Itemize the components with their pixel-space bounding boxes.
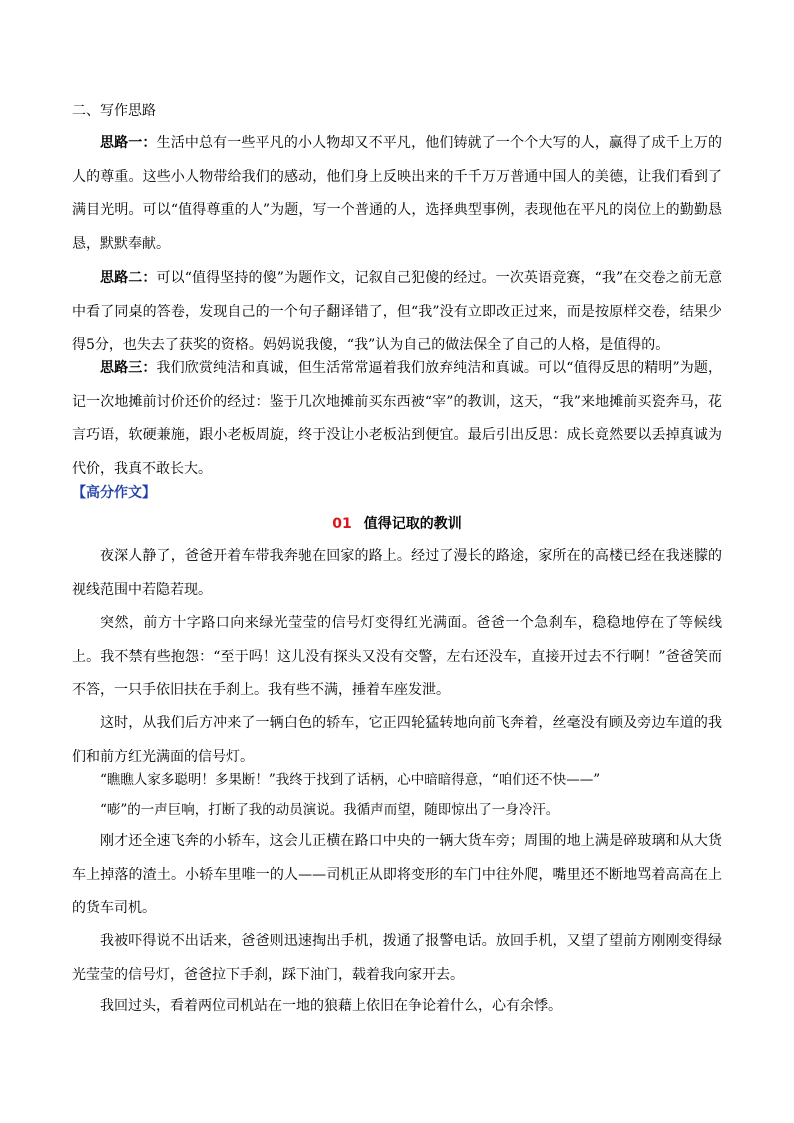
idea-1-lead: 思路一： (100, 135, 157, 151)
essay-section-tag: 【高分作文】 (72, 485, 156, 501)
idea-2-body: 可以“值得坚持的傻”为题作文，记叙自己犯傻的经过。一次英语竞赛，“我”在交卷之前无意中看了同桌的答卷，发现自己的一个句子翻译错了，但“我”没有立即改正过来，而是按原样交卷，结果少得5分，也失去了获奖的资格。妈妈说我傻，“我”认为自己的做法保全了自己的人格，是值得的。 (72, 270, 722, 353)
essay-paragraph: 这时，从我们后方冲来了一辆白色的轿车，它正四轮猛转地向前飞奔着，丝毫没有顾及旁边车道的我们和前方红光满面的信号灯。 (72, 715, 722, 765)
essay-paragraph: 我被吓得说不出话来，爸爸则迅速掏出手机，拨通了报警电话。放回手机，又望了望前方刚刚变得绿光莹莹的信号灯，爸爸拉下手刹，踩下油门，载着我向家开去。 (72, 933, 722, 983)
essay-title (0, 511, 794, 537)
essay-paragraph: “嘭”的一声巨响，打断了我的动员演说。我循声而望，随即惊出了一身冷汗。 (100, 802, 560, 818)
essay-paragraph: 夜深人静了，爸爸开着车带我奔驰在回家的路上。经过了漫长的路途，家所在的高楼已经在我迷朦的视线范围中若隐若现。 (72, 548, 722, 598)
idea-3-paragraph (72, 352, 722, 486)
idea-3-lead: 思路三： (100, 360, 157, 376)
essay-paragraph: “瞧瞧人家多聪明！多果断！”我终于找到了话柄，心中暗暗得意，“咱们还不快——” (100, 772, 601, 788)
idea-2-paragraph (72, 262, 722, 363)
essay-paragraph: 突然，前方十字路口向来绿光莹莹的信号灯变得红光满面。爸爸一个急刹车，稳稳地停在了等候线上。我不禁有些抱怨：“至于吗！这儿没有探头又没有交警，左右还没车，直接开过去不行啊！”爸爸笑而不答，一只手依旧扶在手刹上。我有些不满，捶着车座发泄。 (72, 615, 722, 698)
idea-1-paragraph (72, 127, 722, 261)
section-heading: 二、写作思路 (72, 103, 156, 119)
idea-3-body: 我们欣赏纯洁和真诚，但生活常常逼着我们放弃纯洁和真诚。可以“值得反思的精明”为题，记一次地摊前讨价还价的经过：鉴于几次地摊前买东西被“宰”的教训，这天，“我”来地摊前买瓷奔马，花言巧语，软硬兼施，跟小老板周旋，终于没让小老板沾到便宜。最后引出反思：成长竟然要以丢掉真诚为代价，我真不敢长大。 (72, 360, 723, 477)
idea-1-body: 生活中总有一些平凡的小人物却又不平凡，他们铸就了一个个大写的人，赢得了成千上万的人的尊重。这些小人物带给我们的感动，他们身上反映出来的千千万万普通中国人的美德，让我们看到了满目光明。可以“值得尊重的人”为题，写一个普通的人，选择典型事例，表现他在平凡的岗位上的勤勤恳恳，默默奉献。 (72, 135, 723, 252)
essay-paragraph: 刚才还全速飞奔的小轿车，这会儿正横在路口中央的一辆大货车旁；周围的地上满是碎玻璃和从大货车上掉落的渣土。小轿车里唯一的人——司机正从即将变形的车门中往外爬，嘴里还不断地骂着高高在上的货车司机。 (72, 833, 722, 916)
essay-title-text: 值得记取的教训 (363, 516, 462, 532)
idea-2-lead: 思路二： (100, 270, 157, 286)
essay-number: 01 (332, 516, 352, 532)
essay-paragraph: 我回过头，看着两位司机站在一地的狼藉上依旧在争论着什么，心有余悸。 (100, 998, 562, 1014)
